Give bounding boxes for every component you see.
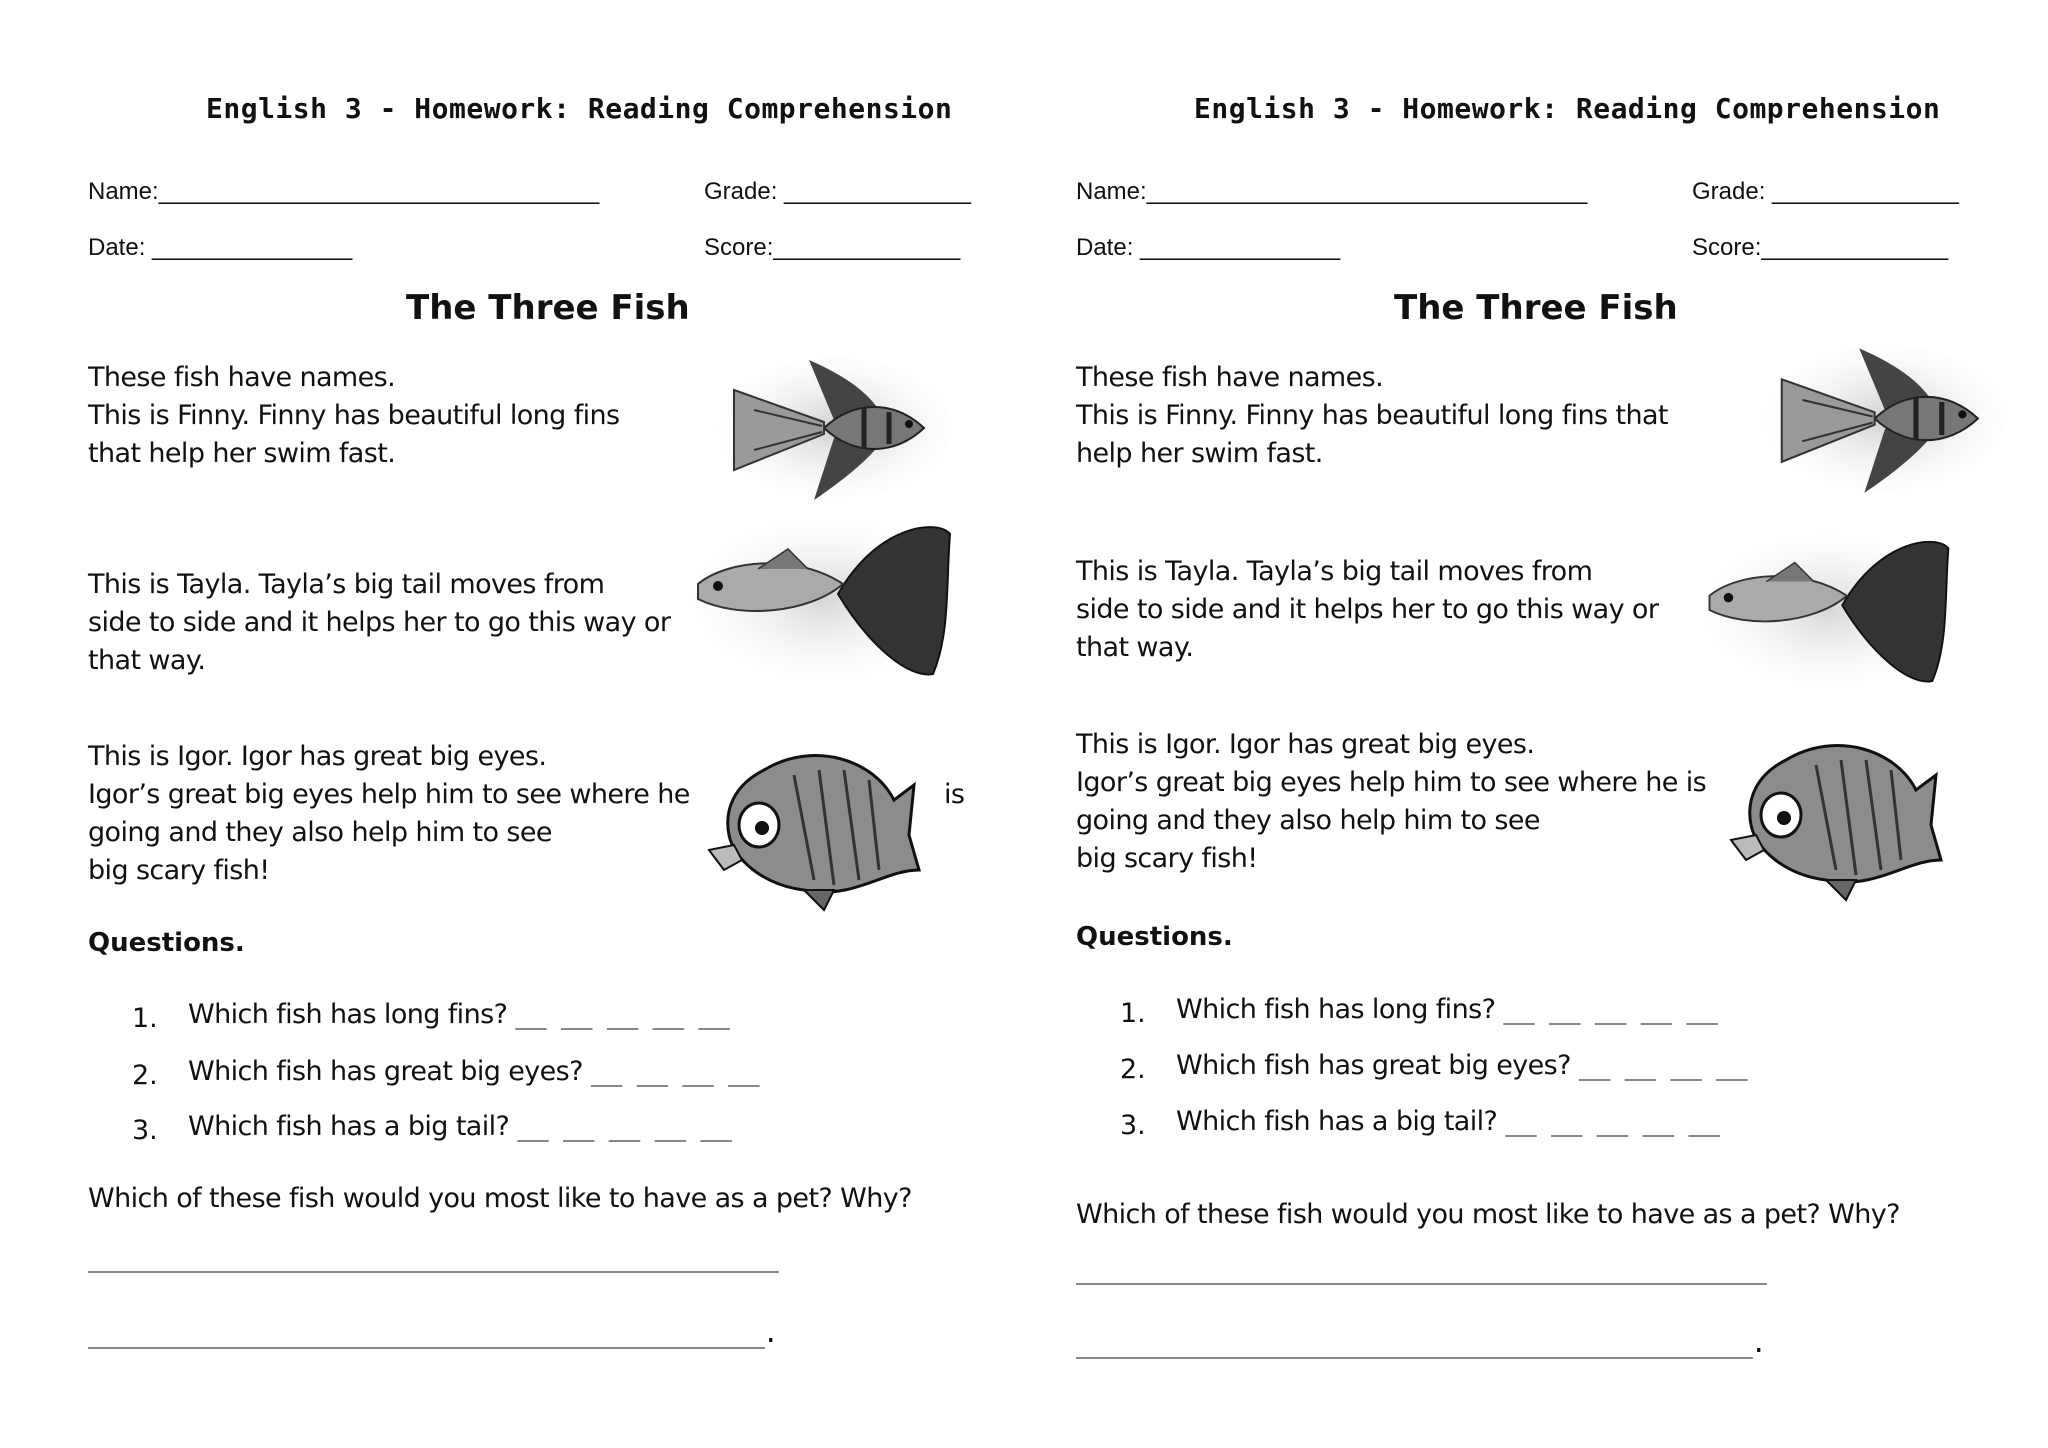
text-line: These fish have names. [88, 362, 396, 393]
date-field [88, 234, 352, 262]
question-item [188, 996, 729, 1034]
score-line: ______________ [773, 234, 961, 261]
paragraph-finny [88, 359, 620, 473]
text-line: This is Finny. Finny has beautiful long fins that [1076, 400, 1668, 431]
text-line: Igor’s great big eyes help him to see where he [88, 779, 690, 810]
worksheet-header: English 3 - Homework: Reading Comprehension [206, 92, 953, 125]
story-title: The Three Fish [406, 288, 690, 328]
question-item [1120, 1054, 1146, 1085]
text-line: This is Tayla. Tayla’s big tail moves from [1076, 556, 1593, 587]
answer-blank[interactable]: __ __ __ __ [1578, 1050, 1747, 1081]
text-line: that help her swim fast. [88, 438, 396, 469]
grade-field [704, 178, 971, 206]
question-text: Which fish has long fins? [188, 999, 508, 1030]
date-field [1076, 234, 1340, 262]
answer-line[interactable]: ________________________________________________. [1076, 1328, 1765, 1359]
date-label: Date: [1076, 234, 1134, 261]
text-line: going and they also help him to see [1076, 805, 1540, 836]
question-item [1176, 1047, 1747, 1085]
question-number: 2. [1120, 1054, 1146, 1085]
score-field [1692, 234, 1948, 262]
questions-heading: Questions. [1076, 922, 1233, 952]
text-line: This is Igor. Igor has great big eyes. [1076, 729, 1535, 760]
grade-line: ______________ [1772, 178, 1959, 205]
score-line: ______________ [1761, 234, 1949, 261]
question-item [1120, 998, 1146, 1029]
question-text: Which fish has a big tail? [188, 1111, 510, 1142]
guppy-tayla-image [688, 514, 958, 684]
name-label: Name: [88, 178, 159, 205]
date-line: _______________ [1140, 234, 1341, 261]
grade-label: Grade: [704, 178, 778, 205]
question-item [188, 1108, 731, 1146]
score-label: Score: [704, 234, 774, 261]
date-line: _______________ [152, 234, 353, 261]
name-field [88, 178, 599, 206]
paragraph-tayla [1076, 553, 1658, 667]
question-item [1120, 1110, 1146, 1141]
answer-line[interactable]: _________________________________________________ [1076, 1254, 1765, 1285]
text-line: This is Igor. Igor has great big eyes. [88, 741, 547, 772]
stray-word: is [944, 779, 965, 810]
angelfish-finny-image [1760, 338, 2010, 498]
questions-heading: Questions. [88, 928, 245, 958]
name-field [1076, 178, 1587, 206]
question-item [1176, 1103, 1719, 1141]
cartoon-fish-igor-image [704, 740, 924, 912]
question-item [132, 1003, 158, 1034]
text-line: going and they also help him to see [88, 817, 552, 848]
question-text: Which fish has a big tail? [1176, 1106, 1498, 1137]
paragraph-igor [1076, 726, 1706, 878]
answer-blank[interactable]: __ __ __ __ __ [517, 1111, 731, 1142]
grade-label: Grade: [1692, 178, 1766, 205]
question-number: 1. [132, 1003, 158, 1034]
story-title: The Three Fish [1394, 288, 1678, 328]
text-line: that way. [88, 645, 206, 676]
text-line: big scary fish! [88, 855, 270, 886]
worksheet-header: English 3 - Homework: Reading Comprehension [1194, 92, 1941, 125]
text-line: big scary fish! [1076, 843, 1258, 874]
paragraph-tayla [88, 566, 670, 680]
pet-question: Which of these fish would you most like to have as a pet? Why? [1076, 1199, 1900, 1230]
answer-line[interactable]: ________________________________________________. [88, 1318, 777, 1349]
answer-blank[interactable]: __ __ __ __ __ [1505, 1106, 1719, 1137]
paragraph-finny [1076, 359, 1668, 473]
answer-blank[interactable]: __ __ __ __ [590, 1056, 759, 1087]
question-number: 2. [132, 1060, 158, 1091]
text-line: This is Finny. Finny has beautiful long fins [88, 400, 620, 431]
answer-blank[interactable]: __ __ __ __ __ [1503, 994, 1717, 1025]
guppy-tayla-image [1700, 524, 1956, 696]
score-field [704, 234, 960, 262]
score-label: Score: [1692, 234, 1762, 261]
answer-blank[interactable]: __ __ __ __ __ [515, 999, 729, 1030]
question-number: 1. [1120, 998, 1146, 1029]
worksheet-right [1076, 0, 2048, 1448]
question-text: Which fish has great big eyes? [188, 1056, 583, 1087]
date-label: Date: [88, 234, 146, 261]
answer-line[interactable]: _________________________________________________ [88, 1242, 777, 1273]
name-label: Name: [1076, 178, 1147, 205]
text-line: These fish have names. [1076, 362, 1384, 393]
grade-line: ______________ [784, 178, 971, 205]
grade-field [1692, 178, 1959, 206]
question-number: 3. [132, 1115, 158, 1146]
question-text: Which fish has great big eyes? [1176, 1050, 1571, 1081]
angelfish-finny-image [714, 350, 954, 505]
cartoon-fish-igor-image [1726, 730, 1946, 902]
question-item [132, 1060, 158, 1091]
question-item [132, 1115, 158, 1146]
text-line: Igor’s great big eyes help him to see where he is [1076, 767, 1707, 798]
question-item [188, 1053, 759, 1091]
question-text: Which fish has long fins? [1176, 994, 1496, 1025]
question-number: 3. [1120, 1110, 1146, 1141]
text-line: side to side and it helps her to go this way or [88, 607, 671, 638]
text-line: help her swim fast. [1076, 438, 1323, 469]
name-line: _________________________________ [158, 178, 600, 205]
text-line: that way. [1076, 632, 1194, 663]
text-line: side to side and it helps her to go this way or [1076, 594, 1659, 625]
paragraph-igor [88, 738, 690, 890]
name-line: _________________________________ [1146, 178, 1588, 205]
worksheet-left [88, 0, 1088, 1448]
text-line: This is Tayla. Tayla’s big tail moves from [88, 569, 605, 600]
question-item [1176, 991, 1717, 1029]
pet-question: Which of these fish would you most like to have as a pet? Why? [88, 1183, 912, 1214]
